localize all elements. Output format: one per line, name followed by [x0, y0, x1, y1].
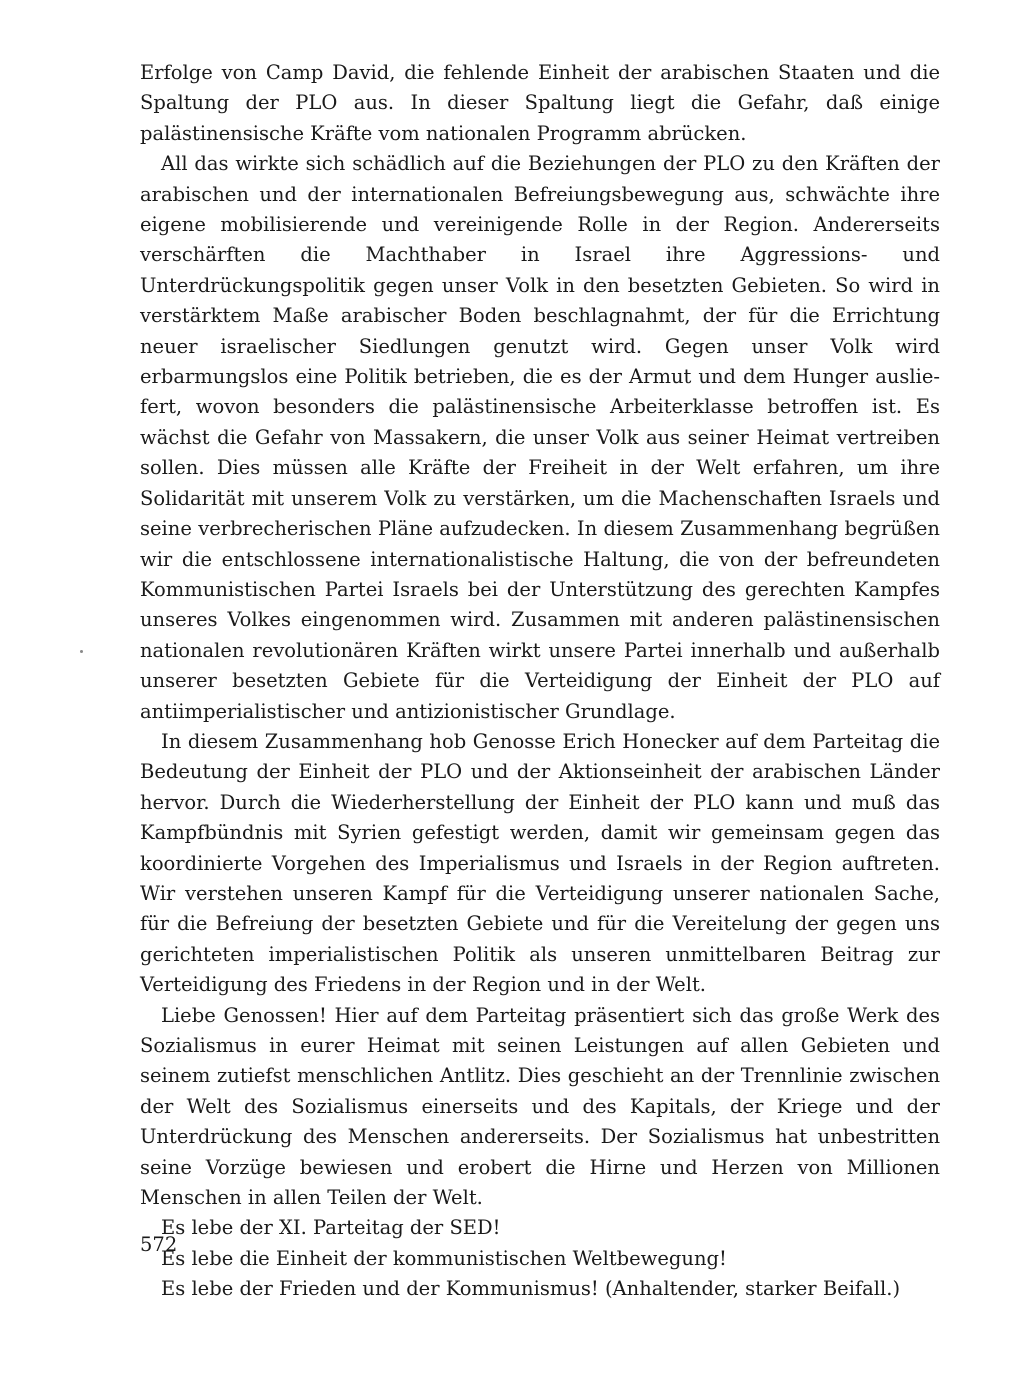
body-text [140, 58, 940, 1305]
slogan-weltbewegung: Es lebe die Einheit der kommunistischen Weltbewegung! [161, 1246, 727, 1270]
paragraph-honecker: In diesem Zusammenhang hob Genosse Erich Honecker auf dem Parteitag die Bedeutung der Einheit der PLO und der Aktionseinheit der arabischen Länder hervor. Durch die Wiederherstellung der Einheit der PLO kann und muß das Kampfbündnis mit Syrien gefestigt werden, damit wir gemeinsam gegen das koordinierte Vorgehen des Imperialismus und Israels in der Region auftreten. Wir verstehen unseren Kampf für die Verteidigung unserer nationalen Sache, für die Befreiung der besetzten Gebiete und für die Vereitelung der gegen uns gerichteten imperialistischen Politik als unseren unmittelbaren Beitrag zur Verteidigung des Friedens in der Region und in der Welt. [140, 729, 940, 997]
slogan-frieden: Es lebe der Frieden und der Kommunismus! (Anhaltender, starker Beifall.) [161, 1277, 901, 1301]
page-number: 572 [140, 1233, 178, 1256]
slogan-parteitag: Es lebe der XI. Parteitag der SED! [161, 1216, 501, 1240]
paragraph-plo-relations: All das wirkte sich schädlich auf die Beziehungen der PLO zu den Kräften der arabischen und der internationalen Befreiungsbewegung aus, schwächte ihre eigene mobilisierende und vereinigende Rolle in der Region. Andererseits verschärften die Machthaber in Israel ihre Aggressions- und Unterdrückungspolitik gegen unser Volk in den besetzten Gebieten. So wird in verstärktem Maße arabischer Boden beschlagnahmt, der für die Errichtung neuer israelischer Siedlungen genutzt wird. Gegen unser Volk wird erbarmungslos eine Politik betrieben, die es der Armut und dem Hunger ausliefert, wovon besonders die palästinensische Arbeiterklasse betroffen ist. Es wächst die Gefahr von Massakern, die unser Volk aus seiner Heimat vertreiben sollen. Dies müssen alle Kräfte der Freiheit in der Welt erfahren, um ihre Solidarität mit unserem Volk zu verstärken, um die Machenschaften Israels und seine verbrecherischen Pläne aufzudecken. In diesem Zusammenhang begrüßen wir die entschlossene internationalistische Haltung, die von der befreundeten Kommunistischen Partei Israels bei der Unterstützung des gerechten Kampfes unseres Volkes eingenommen wird. Zusammen mit anderen palästinensischen nationalen revolutionären Kräften wirkt unsere Partei innerhalb und außerhalb unserer besetzten Gebiete für die Verteidigung der Einheit der PLO auf antiimperialistischer und antizionistischer Grundlage. [140, 152, 940, 723]
paragraph-socialism: Liebe Genossen! Hier auf dem Parteitag präsentiert sich das große Werk des Sozialismus in eurer Heimat mit seinen Leistungen auf allen Gebieten und seinem zutiefst menschlichen Antlitz. Dies geschieht an der Trennlinie zwischen der Welt des Sozialismus einerseits und des Kapitals, der Kriege und der Unterdrückung des Menschen andererseits. Der Sozialismus hat unbestritten seine Vorzüge bewiesen und erobert die Hirne und Herzen von Millionen Menschen in allen Teilen der Welt. [140, 1003, 940, 1210]
scan-speck [80, 650, 83, 653]
paragraph-continuation: Erfolge von Camp David, die fehlende Einheit der arabischen Staaten und die Spaltung der PLO aus. In dieser Spaltung liegt die Gefahr, daß einige palästinensische Kräfte vom nationalen Programm abrücken. [140, 61, 940, 145]
